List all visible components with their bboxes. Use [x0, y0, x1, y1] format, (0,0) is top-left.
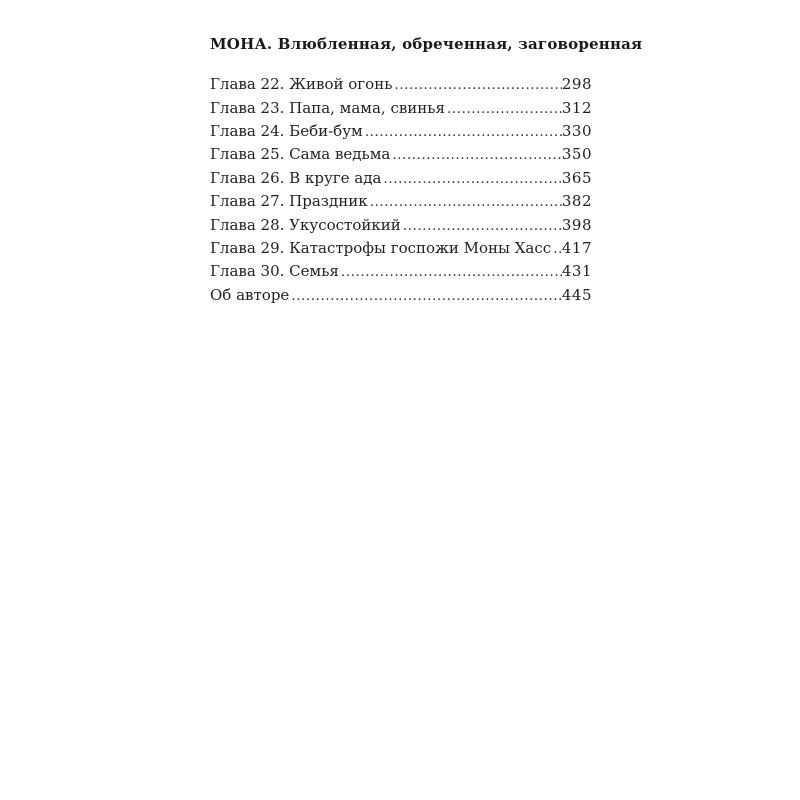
toc-entry-page: 417 [561, 238, 592, 257]
toc-entry-page: 445 [561, 285, 592, 304]
toc-dot-leader [365, 120, 562, 144]
toc-dot-leader [291, 284, 562, 308]
toc-entry-page: 398 [561, 215, 592, 234]
toc-dot-leader [553, 237, 562, 261]
toc-entry-page: 350 [561, 145, 592, 164]
toc-entry-title: Глава 23. Папа, мама, свинья [210, 98, 445, 117]
toc-entry [210, 97, 592, 120]
toc-content [210, 35, 643, 307]
toc-list [210, 73, 592, 307]
toc-dot-leader [370, 190, 562, 214]
toc-entry [210, 260, 592, 283]
toc-dot-leader [341, 260, 562, 284]
toc-dot-leader [383, 167, 561, 191]
running-header: МОНА. Влюбленная, обреченная, заговоренная [210, 35, 643, 53]
toc-entry [210, 190, 592, 213]
toc-entry-title: Об авторе [210, 285, 290, 304]
toc-entry-page: 431 [561, 262, 592, 281]
toc-entry-page: 365 [561, 168, 592, 187]
toc-dot-leader [394, 73, 562, 97]
toc-entry [210, 237, 592, 260]
toc-entry-title: Глава 28. Укусостойкий [210, 215, 401, 234]
toc-entry-page: 298 [561, 75, 592, 94]
toc-entry-title: Глава 22. Живой огонь [210, 75, 393, 94]
toc-entry-title: Глава 25. Сама ведьма [210, 145, 391, 164]
toc-entry [210, 167, 592, 190]
toc-entry-title: Глава 30. Семья [210, 262, 339, 281]
toc-dot-leader [403, 214, 562, 238]
toc-entry [210, 120, 592, 143]
toc-entry-title: Глава 24. Беби-бум [210, 122, 363, 141]
toc-entry [210, 214, 592, 237]
toc-entry-page: 312 [561, 98, 592, 117]
toc-dot-leader [447, 97, 562, 121]
toc-entry-title: Глава 27. Праздник [210, 192, 368, 211]
toc-entry [210, 73, 592, 96]
toc-entry-title: Глава 26. В круге ада [210, 168, 382, 187]
toc-entry-page: 330 [561, 122, 592, 141]
toc-entry-page: 382 [561, 192, 592, 211]
toc-dot-leader [392, 143, 562, 167]
toc-entry [210, 284, 592, 307]
toc-entry-title: Глава 29. Катастрофы госпожи Моны Хасс [210, 238, 552, 257]
toc-entry [210, 143, 592, 166]
